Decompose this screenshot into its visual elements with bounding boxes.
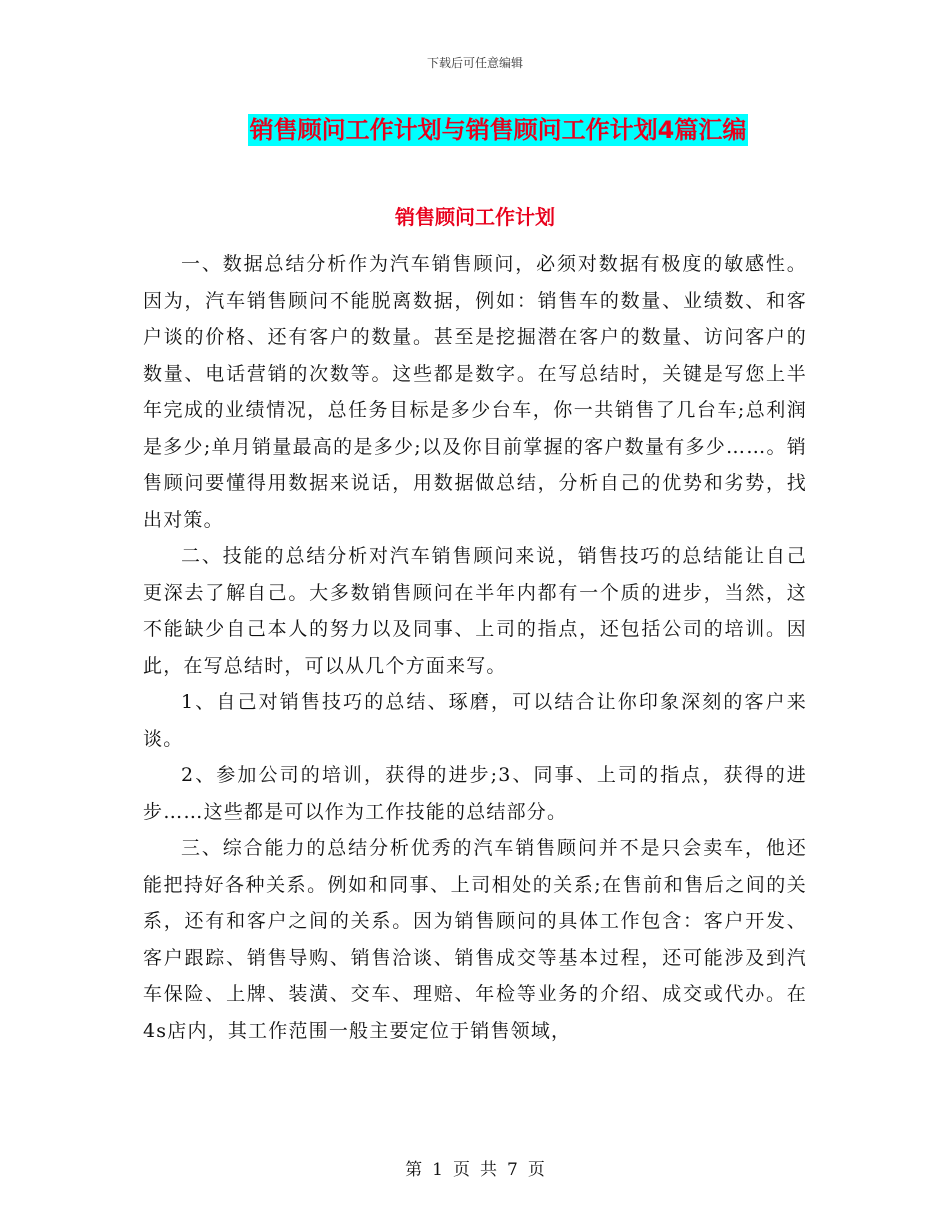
document-title: 销售顾问工作计划与销售顾问工作计划4篇汇编 <box>249 116 747 144</box>
paragraph: 三、综合能力的总结分析优秀的汽车销售顾问并不是只会卖车，他还能把持好各种关系。例如和同事、上司相处的关系;在售前和售后之间的关系，还有和客户之间的关系。因为销售顾问的具体工作包含：客户开发、客户跟踪、销售导购、销售洽谈、销售成交等基本过程，还可能涉及到汽车保险、上牌、装潢、交车、理赔、年检等业务的介绍、成交或代办。在4s店内，其工作范围一般主要定位于销售领域， <box>143 837 807 1042</box>
paragraph: 2、参加公司的培训，获得的进步;3、同事、上司的指点，获得的进步……这些都是可以作为工作技能的总结部分。 <box>143 764 807 823</box>
total-label: 共 <box>480 1160 497 1180</box>
page-label-mid: 页 <box>453 1160 470 1180</box>
paragraph: 一、数据总结分析作为汽车销售顾问，必须对数据有极度的敏感性。因为，汽车销售顾问不能脱离数据，例如：销售车的数量、业绩数、和客户谈的价格、还有客户的数量。甚至是挖掘潜在客户的数量、访问客户的数量、电话营销的次数等。这些都是数字。在写总结时，关键是写您上半年完成的业绩情况，总任务目标是多少台车，你一共销售了几台车;总利润是多少;单月销量最高的是多少;以及你目前掌握的客户数量有多少……。销售顾问要懂得用数据来说话，用数据做总结，分析自己的优势和劣势，找出对策。 <box>143 253 807 531</box>
page-number: 1 <box>432 1160 443 1180</box>
document-body <box>143 246 807 1049</box>
page-footer <box>0 1155 950 1180</box>
page-label-suffix: 页 <box>527 1160 545 1180</box>
document-title-container <box>0 114 950 146</box>
header-note: 下载后可任意编辑 <box>426 56 523 70</box>
paragraph: 二、技能的总结分析对汽车销售顾问来说，销售技巧的总结能让自己更深去了解自己。大多数销售顾问在半年内都有一个质的进步，当然，这不能缺少自己本人的努力以及同事、上司的指点，还包括公司的培训。因此，在写总结时，可以从几个方面来写。 <box>143 545 807 677</box>
paragraph: 1、自己对销售技巧的总结、琢磨，可以结合让你印象深刻的客户来谈。 <box>143 691 807 750</box>
total-pages: 7 <box>507 1160 518 1180</box>
section-title: 销售顾问工作计划 <box>395 205 555 229</box>
page-label-prefix: 第 <box>405 1160 423 1180</box>
